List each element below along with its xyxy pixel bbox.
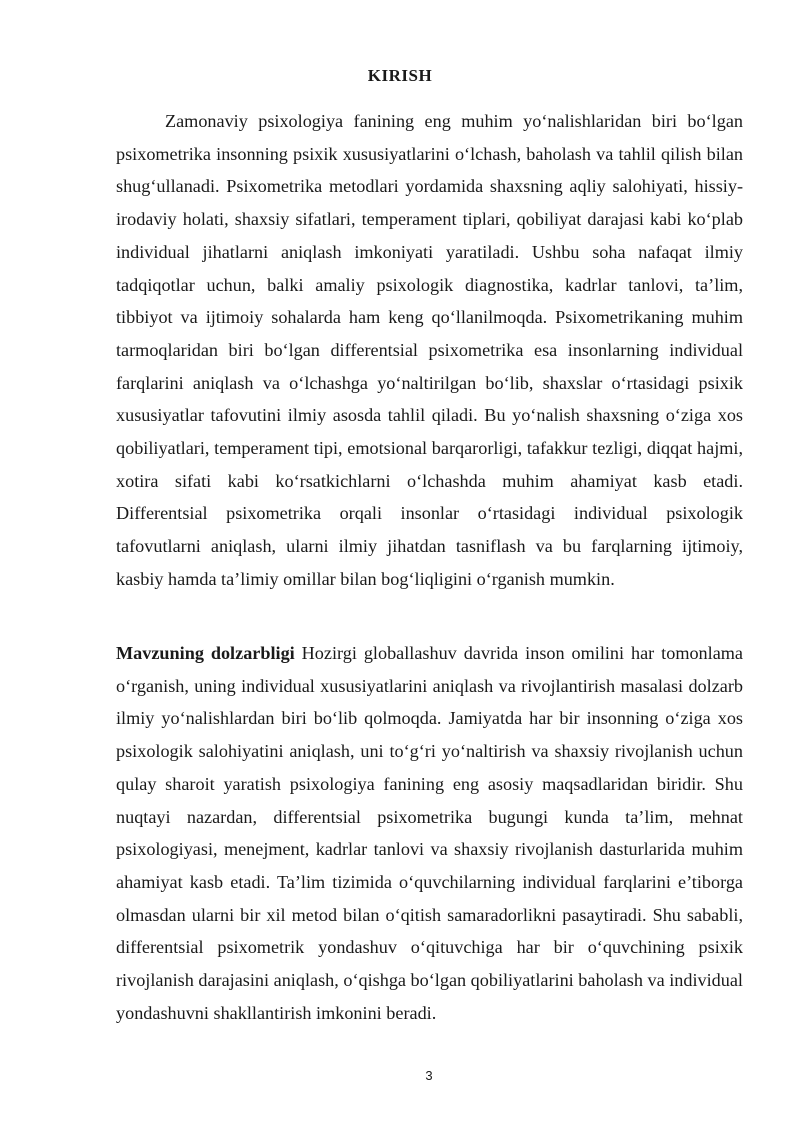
page-number: 3	[425, 1068, 433, 1083]
relevance-paragraph	[116, 637, 743, 1029]
page-title: KIRISH	[367, 66, 433, 85]
relevance-heading: Mavzuning dolzarbligi	[116, 643, 295, 663]
relevance-text: Hozirgi globallashuv davrida inson omilini har tomonlama o‘rganish, uning individual xususiyatlarini aniqlash va rivojlantirish masalasi dolzarb ilmiy yo‘nalishlardan biri bo‘lib qolmoqda. Jamiyatda har bir insonning o‘ziga xos psixologik salohiyatini aniqlash, uni to‘g‘ri yo‘naltirish va shaxsiy rivojlanish uchun qulay sharoit yaratish psixologiya fanining eng asosiy maqsadlaridan biridir. Shu nuqtayi nazardan, differentsial psixometrika bugungi kunda ta’lim, mehnat psixologiyasi, menejment, kadrlar tanlovi va shaxsiy rivojlanish dasturlarida muhim ahamiyat kasb etadi. Ta’lim tizimida o‘quvchilarning individual farqlarini e’tiborga olmasdan ularni bir xil metod bilan o‘qitish samaradorlikni pasaytiradi. Shu sababli, differentsial psixometrik yondashuv o‘qituvchiga har bir o‘quvchining psixik rivojlanish darajasini aniqlash, o‘qishga bo‘lgan qobiliyatlarini baholash va individual yondashuvni shakllantirish imkonini beradi.	[116, 643, 743, 1023]
intro-paragraph: Zamonaviy psixologiya fanining eng muhim yo‘nalishlaridan biri bo‘lgan psixometrika insonning psixik xususiyatlarini o‘lchash, baholash va tahlil qilish bilan shug‘ullanadi. Psixometrika metodlari yordamida shaxsning aqliy salohiyati, hissiy-irodaviy holati, shaxsiy sifatlari, temperament tiplari, qobiliyat darajasi kabi ko‘plab individual jihatlarni aniqlash imkoniyati yaratiladi. Ushbu soha nafaqat ilmiy tadqiqotlar uchun, balki amaliy psixologik diagnostika, kadrlar tanlovi, ta’lim, tibbiyot va ijtimoiy sohalarda ham keng qo‘llanilmoqda. Psixometrikaning muhim tarmoqlaridan biri bo‘lgan differentsial psixometrika esa insonlarning individual farqlarini aniqlash va o‘lchashga yo‘naltirilgan bo‘lib, shaxslar o‘rtasidagi psixik xususiyatlar tafovutini ilmiy asosda tahlil qiladi. Bu yo‘nalish shaxsning o‘ziga xos qobiliyatlari, temperament tipi, emotsional barqarorligi, tafakkur tezligi, diqqat hajmi, xotira sifati kabi ko‘rsatkichlarni o‘lchashda muhim ahamiyat kasb etadi. Differentsial psixometrika orqali insonlar o‘rtasidagi individual psixologik tafovutlarni aniqlash, ularni ilmiy jihatdan tasniflash va bu farqlarning ijtimoiy, kasbiy hamda ta’limiy omillar bilan bog‘liqligini o‘rganish mumkin.	[116, 111, 743, 589]
